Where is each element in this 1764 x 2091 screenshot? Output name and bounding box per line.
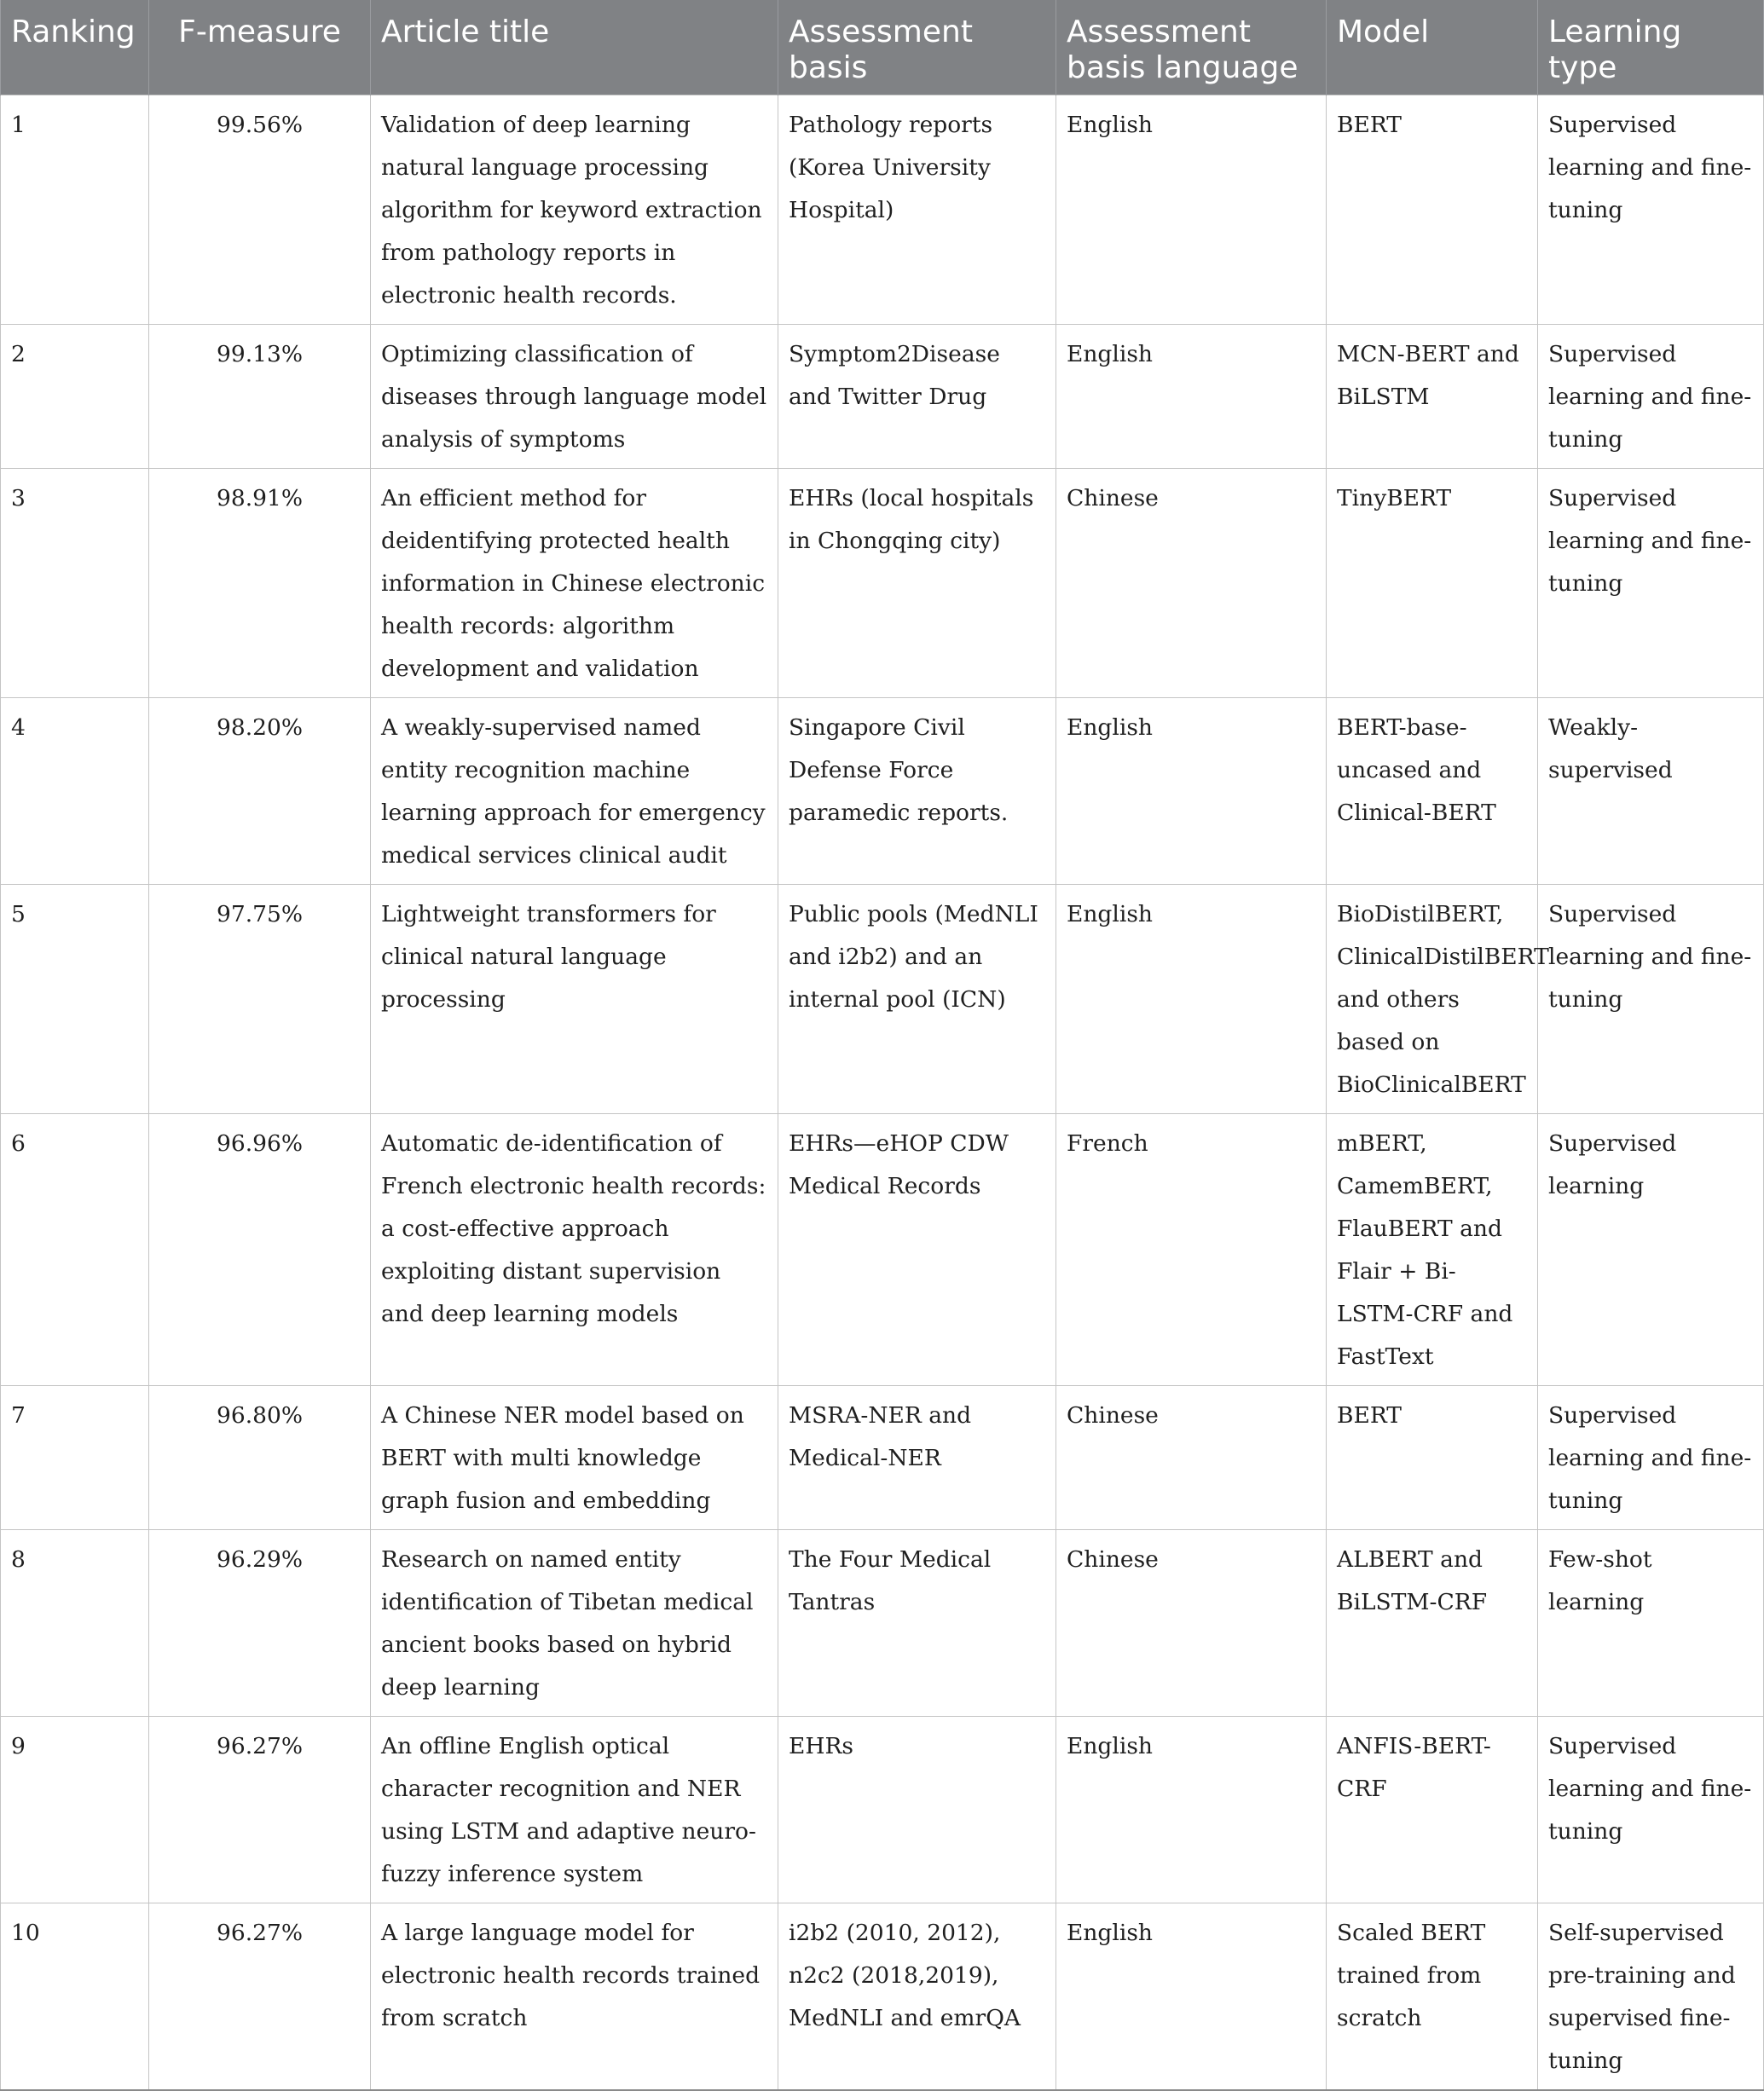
header-f-measure: F-measure	[149, 0, 371, 95]
header-article-title: Article title	[371, 0, 778, 95]
cell-language: English	[1056, 885, 1327, 1114]
cell-ranking: 10	[1, 1903, 149, 2091]
cell-article-title: A weakly-supervised named entity recognition machine learning approach for emergency medical services clinical audit	[371, 698, 778, 885]
cell-model: BERT	[1327, 1386, 1538, 1530]
table-row	[1, 1114, 1764, 1386]
cell-learning-type: Supervised learning and fine-tuning	[1538, 469, 1764, 698]
table-row	[1, 1903, 1764, 2091]
cell-learning-type: Supervised learning and fine-tuning	[1538, 95, 1764, 325]
cell-learning-type: Supervised learning and fine-tuning	[1538, 1717, 1764, 1903]
cell-learning-type: Weakly-supervised	[1538, 698, 1764, 885]
cell-model: mBERT, CamemBERT, FlauBERT and Flair + Bi-LSTM-CRF and FastText	[1327, 1114, 1538, 1386]
cell-language: English	[1056, 1717, 1327, 1903]
cell-assessment-basis: EHRs (local hospitals in Chongqing city)	[778, 469, 1056, 698]
table-header	[1, 0, 1764, 95]
table-row	[1, 698, 1764, 885]
cell-f-measure: 97.75%	[149, 885, 371, 1114]
cell-learning-type: Supervised learning	[1538, 1114, 1764, 1386]
cell-f-measure: 96.80%	[149, 1386, 371, 1530]
cell-model: TinyBERT	[1327, 469, 1538, 698]
table-row	[1, 325, 1764, 469]
cell-article-title: A large language model for electronic health records trained from scratch	[371, 1903, 778, 2091]
cell-article-title: Lightweight transformers for clinical natural language processing	[371, 885, 778, 1114]
header-model: Model	[1327, 0, 1538, 95]
cell-ranking: 8	[1, 1530, 149, 1717]
cell-assessment-basis: Singapore Civil Defense Force paramedic reports.	[778, 698, 1056, 885]
cell-ranking: 6	[1, 1114, 149, 1386]
cell-learning-type: Few-shot learning	[1538, 1530, 1764, 1717]
table-row	[1, 885, 1764, 1114]
cell-assessment-basis: Public pools (MedNLI and i2b2) and an internal pool (ICN)	[778, 885, 1056, 1114]
table-body	[1, 95, 1764, 2091]
cell-language: Chinese	[1056, 469, 1327, 698]
cell-article-title: An offline English optical character recognition and NER using LSTM and adaptive neuro-fuzzy inference system	[371, 1717, 778, 1903]
cell-model: MCN-BERT and BiLSTM	[1327, 325, 1538, 469]
cell-learning-type: Supervised learning and fine-tuning	[1538, 325, 1764, 469]
cell-assessment-basis: EHRs—eHOP CDW Medical Records	[778, 1114, 1056, 1386]
cell-article-title: Optimizing classification of diseases through language model analysis of symptoms	[371, 325, 778, 469]
cell-learning-type: Supervised learning and fine-tuning	[1538, 885, 1764, 1114]
cell-article-title: An efficient method for deidentifying protected health information in Chinese electronic health records: algorithm development and validation	[371, 469, 778, 698]
cell-assessment-basis: EHRs	[778, 1717, 1056, 1903]
cell-learning-type: Supervised learning and fine-tuning	[1538, 1386, 1764, 1530]
cell-f-measure: 98.91%	[149, 469, 371, 698]
cell-f-measure: 96.29%	[149, 1530, 371, 1717]
cell-article-title: Validation of deep learning natural language processing algorithm for keyword extraction from pathology reports in electronic health records.	[371, 95, 778, 325]
table-row	[1, 1717, 1764, 1903]
cell-language: English	[1056, 325, 1327, 469]
cell-ranking: 1	[1, 95, 149, 325]
cell-language: Chinese	[1056, 1386, 1327, 1530]
table-row	[1, 1386, 1764, 1530]
cell-model: BERT	[1327, 95, 1538, 325]
table-row	[1, 469, 1764, 698]
cell-language: English	[1056, 95, 1327, 325]
cell-model: ALBERT and BiLSTM-CRF	[1327, 1530, 1538, 1717]
cell-model: ANFIS-BERT-CRF	[1327, 1717, 1538, 1903]
cell-article-title: Automatic de-identification of French electronic health records: a cost-effective approach exploiting distant supervision and deep learning models	[371, 1114, 778, 1386]
cell-assessment-basis: MSRA-NER and Medical-NER	[778, 1386, 1056, 1530]
cell-ranking: 7	[1, 1386, 149, 1530]
header-assessment-basis-language: Assessment basis language	[1056, 0, 1327, 95]
cell-article-title: A Chinese NER model based on BERT with multi knowledge graph fusion and embedding	[371, 1386, 778, 1530]
cell-ranking: 5	[1, 885, 149, 1114]
cell-f-measure: 96.96%	[149, 1114, 371, 1386]
cell-f-measure: 99.13%	[149, 325, 371, 469]
cell-learning-type: Self-supervised pre-training and supervised fine-tuning	[1538, 1903, 1764, 2091]
header-assessment-basis: Assessment basis	[778, 0, 1056, 95]
cell-ranking: 2	[1, 325, 149, 469]
cell-assessment-basis: Symptom2Disease and Twitter Drug	[778, 325, 1056, 469]
cell-language: English	[1056, 1903, 1327, 2091]
cell-f-measure: 96.27%	[149, 1903, 371, 2091]
table-row	[1, 95, 1764, 325]
cell-model: BERT-base-uncased and Clinical-BERT	[1327, 698, 1538, 885]
cell-language: Chinese	[1056, 1530, 1327, 1717]
cell-assessment-basis: The Four Medical Tantras	[778, 1530, 1056, 1717]
header-ranking: Ranking	[1, 0, 149, 95]
header-learning-type: Learning type	[1538, 0, 1764, 95]
cell-article-title: Research on named entity identification of Tibetan medical ancient books based on hybrid deep learning	[371, 1530, 778, 1717]
cell-model: Scaled BERT trained from scratch	[1327, 1903, 1538, 2091]
cell-ranking: 3	[1, 469, 149, 698]
cell-ranking: 9	[1, 1717, 149, 1903]
cell-f-measure: 98.20%	[149, 698, 371, 885]
header-row	[1, 0, 1764, 95]
table-row	[1, 1530, 1764, 1717]
cell-assessment-basis: Pathology reports (Korea University Hospital)	[778, 95, 1056, 325]
cell-language: English	[1056, 698, 1327, 885]
cell-f-measure: 96.27%	[149, 1717, 371, 1903]
cell-assessment-basis: i2b2 (2010, 2012), n2c2 (2018,2019), MedNLI and emrQA	[778, 1903, 1056, 2091]
cell-language: French	[1056, 1114, 1327, 1386]
cell-ranking: 4	[1, 698, 149, 885]
cell-model: BioDistilBERT, ClinicalDistilBERT and others based on BioClinicalBERT	[1327, 885, 1538, 1114]
cell-f-measure: 99.56%	[149, 95, 371, 325]
